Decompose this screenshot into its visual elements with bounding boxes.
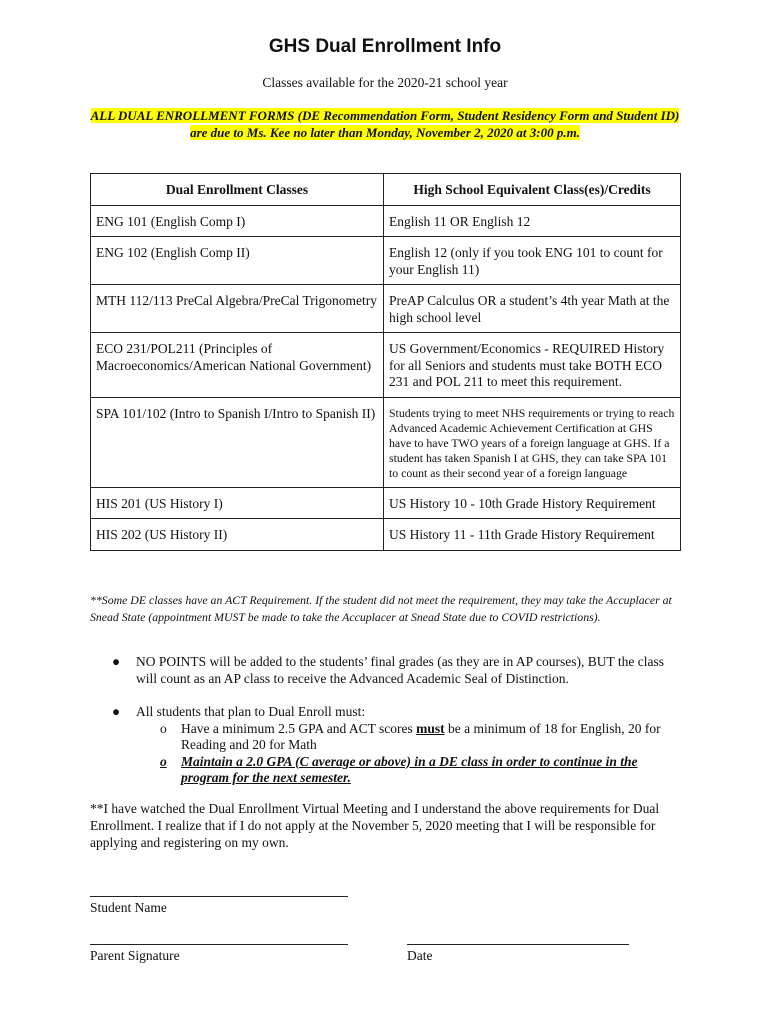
date-label: Date [407,948,433,963]
de-class-cell: SPA 101/102 (Intro to Spanish I/Intro to Spanish II) [91,397,384,487]
sub-list-item [136,721,685,754]
list-item [90,654,685,687]
de-class-cell: ENG 102 (English Comp II) [91,237,384,285]
highlighted-notice-text: ALL DUAL ENROLLMENT FORMS (DE Recommendation Form, Student Residency Form and Student ID) are due to Ms. Kee no later than Monday, November 2, 2020 at 3:00 p.m. [90,108,680,140]
de-class-cell: HIS 201 (US History I) [91,487,384,519]
column-header-de-classes: Dual Enrollment Classes [91,174,384,206]
acknowledgement-statement: **I have watched the Dual Enrollment Virtual Meeting and I understand the above requirements for Dual Enrollment. I realize that if I do not apply at the November 5, 2020 meeting that I will be responsible for applying and registering on my own. [90,801,660,850]
act-requirement-footnote: **Some DE classes have an ACT Requirement. If the student did not meet the requirement, they may take the Accuplacer at Snead State (appointment MUST be made to take the Accuplacer at Snead State due to COVID restrictions). [90,593,672,624]
table-row [91,237,681,285]
student-name-label: Student Name [90,900,167,915]
table-row [91,487,681,519]
student-name-line[interactable] [90,896,348,897]
table-header-row [91,174,681,206]
gpa-act-requirement [181,721,661,753]
parent-signature-line[interactable] [90,944,348,945]
hs-equivalent-cell: US Government/Economics - REQUIRED History for all Seniors and students must take BOTH ECO 231 and POL 211 to meet this requirement. [384,333,681,398]
forms-deadline-notice [90,107,680,141]
hs-equivalent-cell: English 12 (only if you took ENG 101 to count for your English 11) [384,237,681,285]
table-row [91,285,681,333]
de-class-cell: ENG 101 (English Comp I) [91,205,384,237]
page-title: GHS Dual Enrollment Info [268,36,502,57]
parent-signature-label: Parent Signature [90,948,180,963]
table-row [91,205,681,237]
no-points-text: NO POINTS will be added to the students’ final grades (as they are in AP courses), BUT the class will count as an AP class to receive the Advanced Academic Seal of Distinction. [136,654,665,686]
enroll-requirements-sublist [136,721,685,787]
sub-bullet-marker: o [160,753,167,769]
table-row [91,397,681,487]
hs-equivalent-cell: English 11 OR English 12 [384,205,681,237]
maintain-gpa-requirement: Maintain a 2.0 GPA (C average or above) in a DE class in order to continue in the program for the next semester. [181,753,638,785]
date-line[interactable] [407,944,629,945]
must-emphasis: must [416,720,445,736]
sub-bullet-marker: o [160,720,167,736]
hs-equivalent-cell: PreAP Calculus OR a student’s 4th year Math at the high school level [384,285,681,333]
hs-equivalent-cell: Students trying to meet NHS requirements or trying to reach Advanced Academic Achievement Certification at GHS have to have TWO years of a foreign language at GHS. If a student has taken Spanish I at GHS, they can take SPA 101 to count as their second year of a foreign language [384,397,681,487]
gpa-act-text-start: Have a minimum 2.5 GPA and ACT scores [181,720,417,736]
de-class-cell: ECO 231/POL211 (Principles of Macroeconomics/American National Government) [91,333,384,398]
page-subtitle: Classes available for the 2020-21 school year [262,75,508,90]
list-item [90,704,685,787]
sub-list-item [136,754,685,787]
de-class-cell: MTH 112/113 PreCal Algebra/PreCal Trigonometry [91,285,384,333]
column-header-hs-equivalent: High School Equivalent Class(es)/Credits [384,174,681,206]
hs-equivalent-cell: US History 10 - 10th Grade History Requirement [384,487,681,519]
table-row [91,519,681,551]
hs-equivalent-cell: US History 11 - 11th Grade History Requirement [384,519,681,551]
table-row [91,333,681,398]
enroll-requirements-intro: All students that plan to Dual Enroll must: [136,704,366,719]
bullet-marker: ● [112,654,121,669]
gpa-act-text-end: be a minimum of 18 for English, 20 for Reading and 20 for Math [181,720,661,752]
de-class-cell: HIS 202 (US History II) [91,519,384,551]
dual-enrollment-table [90,173,681,551]
bullet-marker: ● [112,704,121,719]
requirements-list [90,654,685,804]
